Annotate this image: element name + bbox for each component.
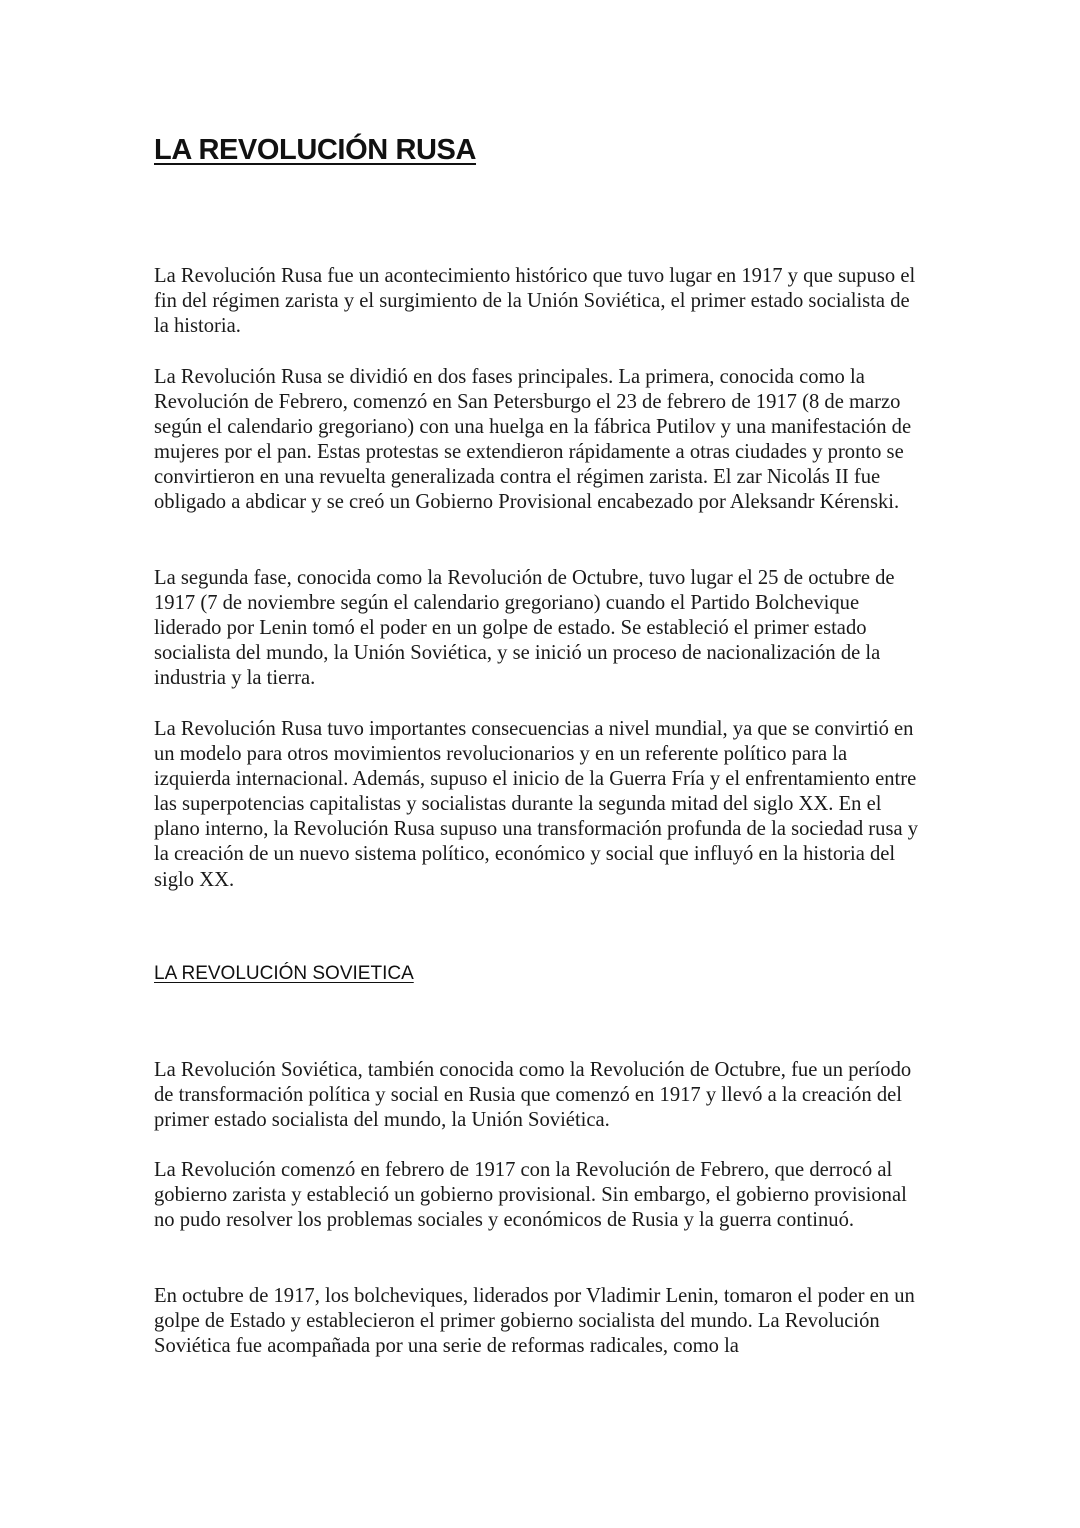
section-subtitle: LA REVOLUCIÓN SOVIETICA [154,963,414,984]
paragraph: En octubre de 1917, los bolcheviques, liderados por Vladimir Lenin, tomaron el poder en un golpe de Estado y establecieron el primer gobierno socialista del mundo. La Revolución Soviética fue acompañada por una serie de reformas radicales, como la [154,1285,915,1358]
paragraph: La Revolución Soviética, también conocida como la Revolución de Octubre, fue un período de transformación política y social en Rusia que comenzó en 1917 y llevó a la creación del primer estado socialista del mundo, la Unión Soviética. [154,1059,912,1132]
document-title: LA REVOLUCIÓN RUSA [154,134,477,166]
paragraph: La segunda fase, conocida como la Revolución de Octubre, tuvo lugar el 25 de octubre de 1917 (7 de noviembre según el calendario gregoriano) cuando el Partido Bolchevique liderado por Lenin tomó el poder en un golpe de estado. Se estableció el primer estado socialista del mundo, la Unión Soviética, y se inició un proceso de nacionalización de la industria y la tierra. [154,567,895,690]
paragraph: La Revolución Rusa fue un acontecimiento histórico que tuvo lugar en 1917 y que supuso el fin del régimen zarista y el surgimiento de la Unión Soviética, el primer estado socialista de la historia. [154,265,916,338]
paragraph: La Revolución Rusa tuvo importantes consecuencias a nivel mundial, ya que se convirtió en un modelo para otros movimientos revolucionarios y en un referente político para la izquierda internacional. Además, supuso el inicio de la Guerra Fría y el enfrentamiento entre las superpotencias capitalistas y socialistas durante la segunda mitad del siglo XX. En el plano interno, la Revolución Rusa supuso una transformación profunda de la sociedad rusa y la creación de un nuevo sistema político, económico y social que influyó en la historia del siglo XX. [154,718,919,891]
paragraph: La Revolución comenzó en febrero de 1917 con la Revolución de Febrero, que derrocó al gobierno zarista y estableció un gobierno provisional. Sin embargo, el gobierno provisional no pudo resolver los problemas sociales y económicos de Rusia y la guerra continuó. [154,1159,907,1232]
paragraph: La Revolución Rusa se dividió en dos fases principales. La primera, conocida como la Revolución de Febrero, comenzó en San Petersburgo el 23 de febrero de 1917 (8 de marzo según el calendario gregoriano) con una huelga en la fábrica Putilov y una manifestación de mujeres por el pan. Estas protestas se extendieron rápidamente a otras ciudades y pronto se convirtieron en una revuelta generalizada contra el régimen zarista. El zar Nicolás II fue obligado a abdicar y se creó un Gobierno Provisional encabezado por Aleksandr Kérenski. [154,366,912,514]
